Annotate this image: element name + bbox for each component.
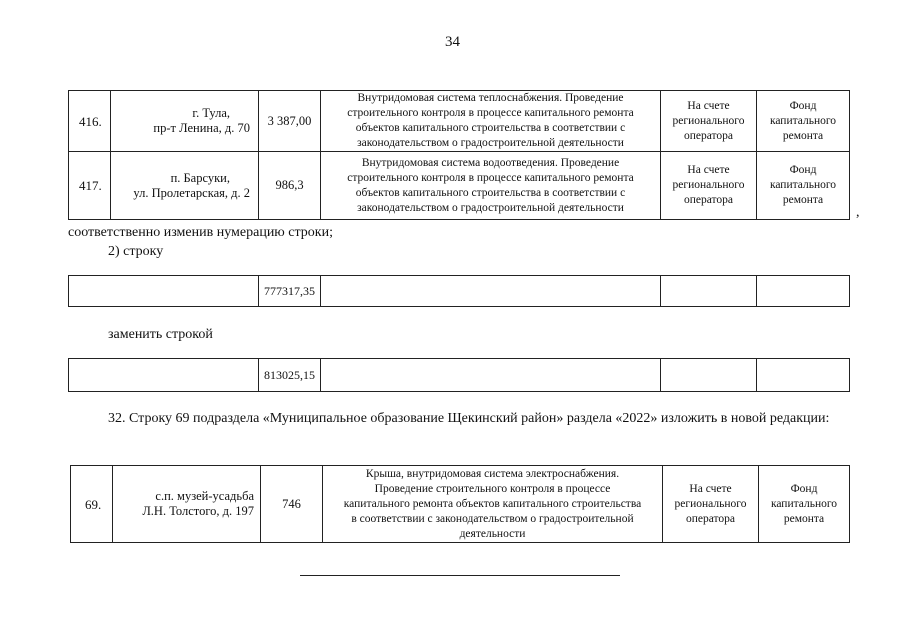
table-row xyxy=(71,466,850,543)
row-number: 417. xyxy=(69,152,111,220)
work-type-line: Внутридомовая система теплоснабжения. Проведение xyxy=(357,92,624,104)
table-row xyxy=(69,152,850,220)
work-type-cell xyxy=(323,466,663,543)
empty-cell xyxy=(321,276,661,307)
work-type-line: Внутридомовая система водоотведения. Проведение xyxy=(361,156,620,169)
work-type-line: деятельности xyxy=(459,527,526,540)
address-line: г. Тула, xyxy=(192,106,230,120)
account-line: На счете xyxy=(687,164,730,176)
fund-line: капитального xyxy=(770,497,838,510)
account-cell xyxy=(661,152,757,220)
work-type-cell xyxy=(321,91,661,152)
account-line: регионального xyxy=(672,179,745,191)
address-line: ул. Пролетарская, д. 2 xyxy=(133,185,250,200)
total-value-cell: 813025,15 xyxy=(259,359,321,392)
account-line: На счете xyxy=(689,482,732,495)
account-line: оператора xyxy=(683,129,734,142)
account-line: регионального xyxy=(674,497,747,510)
account-line: оператора xyxy=(683,194,734,206)
empty-cell xyxy=(321,359,661,392)
trailing-comma: , xyxy=(856,205,860,220)
replace-text: заменить строкой xyxy=(108,327,213,342)
empty-cell xyxy=(69,276,259,307)
fund-line: Фонд xyxy=(790,482,818,495)
work-type-line: в соответствии с законодательством о градостроительной xyxy=(351,512,634,525)
fund-line: ремонта xyxy=(783,512,825,525)
work-type-line: Проведение строительного контроля в процессе xyxy=(374,482,611,495)
account-cell xyxy=(663,466,759,543)
fund-line: капитального xyxy=(769,114,837,127)
area-cell: 986,3 xyxy=(259,152,321,220)
fund-line: Фонд xyxy=(789,164,817,176)
paragraph-32: 32. Строку 69 подраздела «Муниципальное образование Щекинский район» раздела «2022» изложить в новой редакции: xyxy=(108,411,830,426)
address-line: Л.Н. Толстого, д. 197 xyxy=(142,504,254,518)
work-type-line: объектов капитального строительства в соответствии с xyxy=(355,122,626,134)
object-table-rows-416-417 xyxy=(68,90,850,220)
total-value-cell: 777317,35 xyxy=(259,276,321,307)
work-type-line: капитального ремонта объектов капитального строительства xyxy=(343,497,642,510)
account-cell xyxy=(661,91,757,152)
address-cell xyxy=(111,152,259,220)
fund-cell xyxy=(757,152,850,220)
renumber-text: соответственно изменив нумерацию строки; xyxy=(68,225,333,240)
work-type-line: строительного контроля в процессе капитального ремонта xyxy=(347,107,634,119)
table-row xyxy=(69,359,850,392)
address-cell xyxy=(111,91,259,152)
account-line: На счете xyxy=(687,99,730,112)
footer-divider xyxy=(300,575,620,576)
address-line: пр-т Ленина, д. 70 xyxy=(153,121,250,135)
table-row xyxy=(69,91,850,152)
page-number: 34 xyxy=(445,34,460,50)
fund-line: капитального xyxy=(769,179,837,191)
row-number: 416. xyxy=(69,91,111,152)
empty-cell xyxy=(757,359,850,392)
empty-cell xyxy=(69,359,259,392)
new-totals-table xyxy=(68,358,850,392)
old-totals-table xyxy=(68,275,850,307)
item-2-text: 2) строку xyxy=(108,244,164,259)
fund-line: ремонта xyxy=(782,129,824,142)
fund-cell xyxy=(757,91,850,152)
area-cell: 3 387,00 xyxy=(259,91,321,152)
work-type-line: строительного контроля в процессе капитального ремонта xyxy=(347,171,634,184)
address-line: с.п. музей-усадьба xyxy=(155,489,254,503)
row-number: 69. xyxy=(71,466,113,543)
work-type-line: Крыша, внутридомовая система электроснабжения. xyxy=(365,467,620,480)
table-row xyxy=(69,276,850,307)
empty-cell xyxy=(661,359,757,392)
empty-cell xyxy=(757,276,850,307)
fund-line: Фонд xyxy=(789,99,817,112)
account-line: регионального xyxy=(672,114,745,127)
fund-cell xyxy=(759,466,850,543)
address-line: п. Барсуки, xyxy=(170,170,230,185)
object-table-row-69 xyxy=(70,465,850,543)
work-type-line: законодательством о градостроительной деятельности xyxy=(357,201,624,214)
account-line: оператора xyxy=(685,512,736,525)
fund-line: ремонта xyxy=(782,194,824,206)
work-type-line: законодательством о градостроительной деятельности xyxy=(357,137,624,149)
work-type-line: объектов капитального строительства в соответствии с xyxy=(355,186,626,199)
address-cell xyxy=(113,466,261,543)
area-cell: 746 xyxy=(261,466,323,543)
empty-cell xyxy=(661,276,757,307)
work-type-cell xyxy=(321,152,661,220)
